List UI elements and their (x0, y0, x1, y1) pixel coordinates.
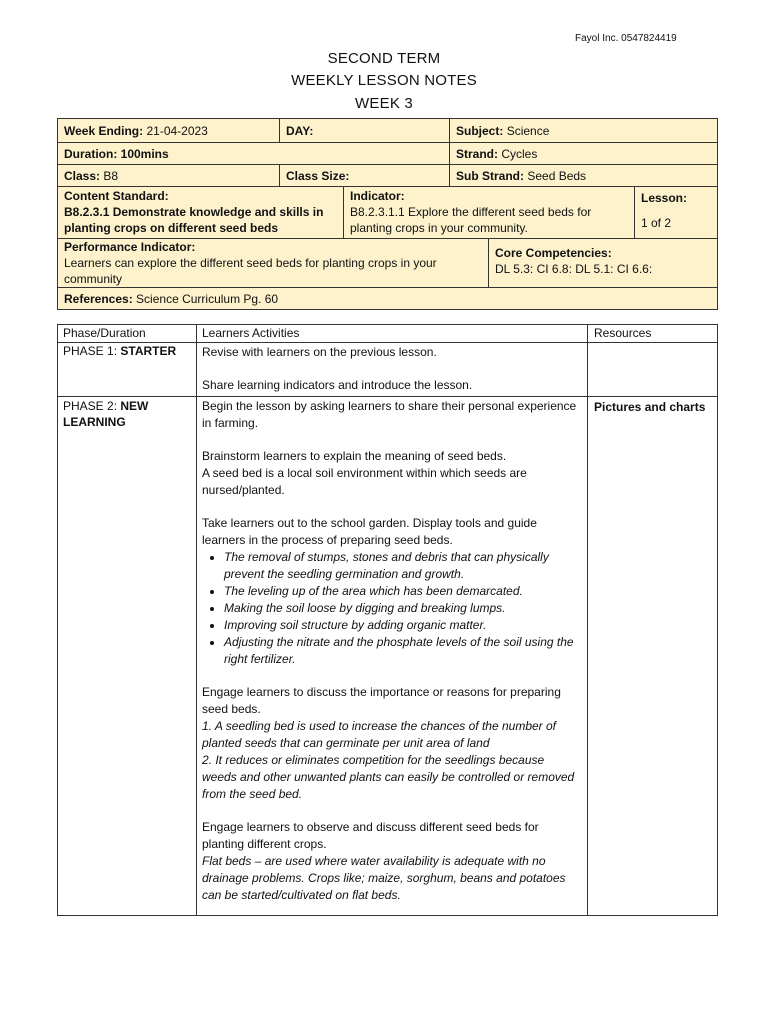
indicator-cell (344, 187, 634, 239)
core-label: Core Competencies: (495, 246, 612, 260)
sub-strand-label: Sub Strand: (456, 169, 524, 183)
strand-value: Cycles (501, 147, 538, 161)
duration-cell (58, 144, 449, 164)
day-label: DAY: (286, 124, 314, 138)
phase2-garden: Take learners out to the school garden. Display tools and guide learners in the process of preparing seed beds. (202, 516, 537, 547)
phase2-reason2: 2. It reduces or eliminates competition for the seedlings because weeds and other unwanted plants can easily be controlled or removed from the seed bed. (202, 753, 575, 801)
phase2-name-b: LEARNING (63, 415, 126, 429)
day-cell (280, 121, 449, 141)
phase1-name: STARTER (120, 344, 177, 358)
week-ending-label: Week Ending: (64, 124, 144, 138)
step-item: • Improving soil structure by adding organic matter. (224, 617, 582, 634)
phase2-cell (58, 397, 196, 431)
phase2-importance: Engage learners to discuss the importance or reasons for preparing seed beds. (202, 685, 561, 716)
performance-cell (58, 238, 488, 290)
activities-column-header: Learners Activities (202, 326, 300, 340)
phase1-activities (197, 343, 587, 395)
subject-value: Science (506, 124, 550, 138)
content-standard-cell (58, 187, 343, 239)
subject-cell (450, 121, 716, 141)
references-cell (58, 289, 717, 309)
core-value: DL 5.3: CI 6.8: DL 5.1: CI 6.6: (495, 262, 653, 276)
resources-column-header: Resources (594, 326, 652, 340)
strand-cell (450, 144, 716, 164)
week-title: WEEK 3 (355, 95, 413, 112)
seed-bed-steps-list (202, 549, 582, 668)
step-item: • The leveling up of the area which has been demarcated. (224, 583, 582, 600)
lesson-label: Lesson: (641, 191, 688, 205)
sub-strand-cell (450, 166, 716, 186)
phase2-brainstorm: Brainstorm learners to explain the meaning of seed beds. (202, 449, 507, 463)
content-standard-value: B8.2.3.1 Demonstrate knowledge and skills in planting crops on different seed beds (64, 205, 324, 235)
performance-value: Learners can explore the different seed beds for planting crops in your community (64, 256, 437, 286)
class-cell (58, 166, 279, 186)
lesson-info-table (57, 118, 718, 310)
notes-title: WEEKLY LESSON NOTES (291, 72, 477, 89)
phase-column-header: Phase/Duration (63, 326, 146, 340)
phase2-intro: Begin the lesson by asking learners to share their personal experience in farming. (202, 399, 577, 430)
lesson-cell (635, 187, 717, 234)
step-item: • Making the soil loose by digging and breaking lumps. (224, 600, 582, 617)
core-cell (489, 238, 717, 280)
indicator-value: B8.2.3.1.1 Explore the different seed beds for planting crops in your community. (350, 205, 592, 235)
phase1-prefix: PHASE 1: (63, 344, 118, 358)
class-label: Class: (64, 169, 101, 183)
sub-strand-value: Seed Beds (527, 169, 587, 183)
strand-label: Strand: (456, 147, 498, 161)
phase2-flat-beds: Flat beds – are used where water availability is adequate with no drainage problems. Crops like; maize, sorghum, beans and potatoes can be started/cultivated on flat beds. (202, 854, 566, 902)
week-ending-cell (58, 121, 279, 141)
term-title: SECOND TERM (327, 50, 441, 67)
performance-label: Performance Indicator: (64, 240, 196, 254)
references-value: Science Curriculum Pg. 60 (136, 292, 279, 306)
phase2-activities (197, 397, 587, 905)
phase2-definition: A seed bed is a local soil environment within which seeds are nursed/planted. (202, 466, 527, 497)
step-item: • Adjusting the nitrate and the phosphate levels of the soil using the right fertilizer. (224, 634, 582, 668)
indicator-label: Indicator: (350, 189, 405, 203)
content-standard-label: Content Standard: (64, 189, 169, 203)
duration-label: Duration: 100mins (64, 147, 169, 161)
phase1-cell (58, 343, 196, 359)
phase1-share: Share learning indicators and introduce the lesson. (202, 378, 473, 392)
step-item: • The removal of stumps, stones and debris that can physically prevent the seedling germination and growth. (224, 549, 582, 583)
subject-label: Subject: (456, 124, 504, 138)
phase2-name-a: NEW (120, 399, 149, 413)
lesson-value: 1 of 2 (641, 216, 672, 230)
lesson-activities-table (57, 324, 718, 916)
references-label: References: (64, 292, 133, 306)
phase2-reason1: 1. A seedling bed is used to increase the chances of the number of planted seeds that can germinate per unit area of land (202, 719, 556, 750)
class-size-cell (280, 166, 449, 186)
phase2-resources: Pictures and charts (594, 400, 706, 414)
phase2-prefix: PHASE 2: (63, 399, 118, 413)
class-value: B8 (103, 169, 119, 183)
class-size-label: Class Size: (286, 169, 350, 183)
phase1-revise: Revise with learners on the previous lesson. (202, 345, 437, 359)
phase2-observe: Engage learners to observe and discuss different seed beds for planting different crops. (202, 820, 539, 851)
week-ending-value: 21-04-2023 (146, 124, 208, 138)
author-contact: Fayol Inc. 0547824419 (575, 33, 677, 44)
